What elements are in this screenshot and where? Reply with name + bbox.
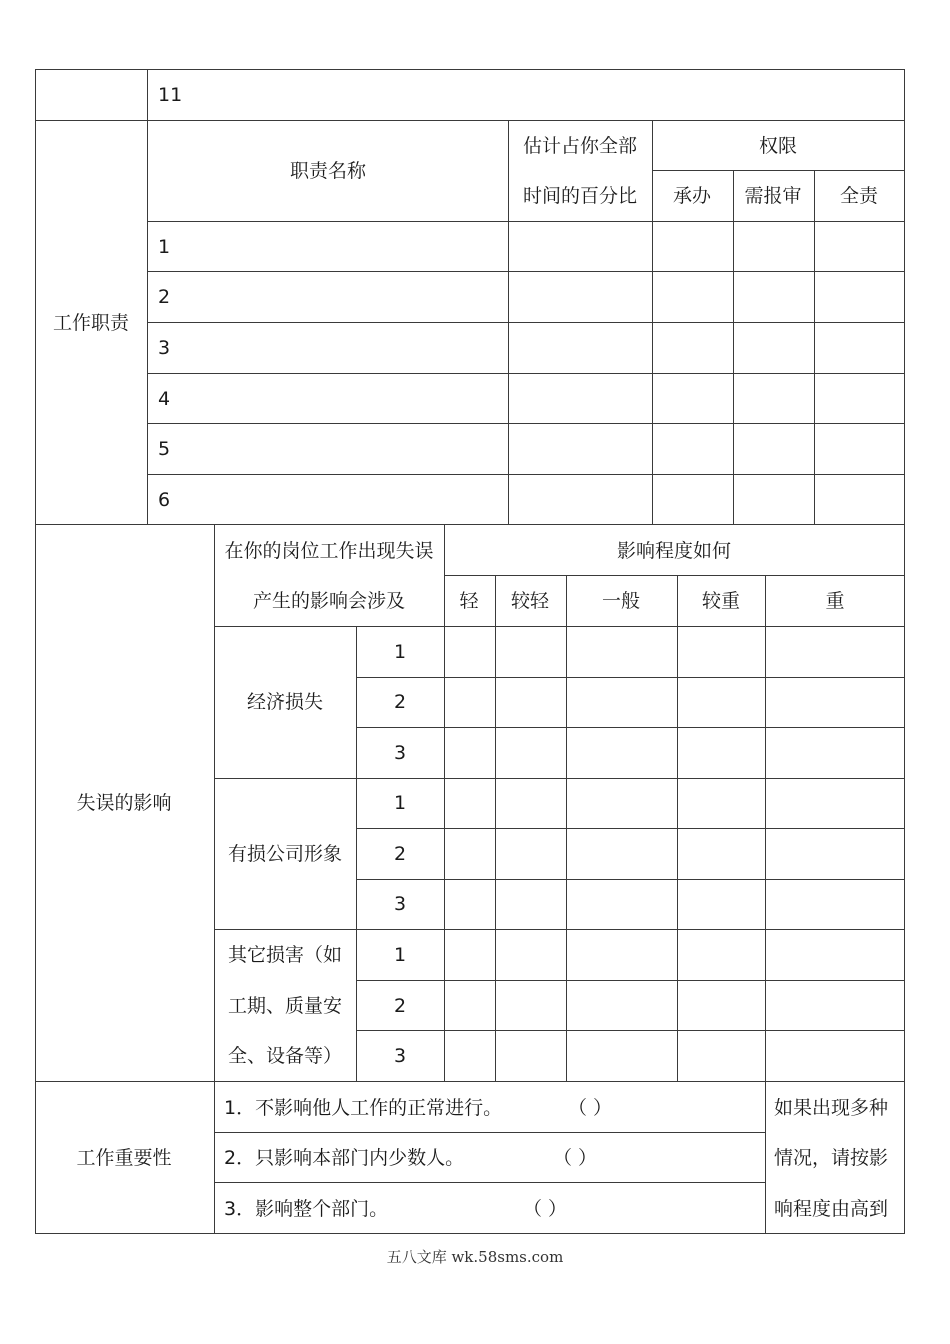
degree-col-medium: 一般 <box>601 590 641 612</box>
importance-note-line: 情况，请按影 <box>774 1147 889 1169</box>
grid-line <box>495 575 496 1082</box>
degree-col-heavier: 较重 <box>701 590 741 612</box>
degree-col-heavy: 重 <box>825 590 845 612</box>
grid-line <box>652 120 653 525</box>
duty-row-number: 4 <box>158 388 171 410</box>
duty-row-number: 3 <box>158 337 171 359</box>
grid-line <box>35 120 905 121</box>
group-label-company-image: 有损公司形象 <box>227 843 343 865</box>
duties-label: 工作职责 <box>52 312 130 334</box>
top-row-value: 11 <box>158 84 183 106</box>
grid-line <box>148 373 905 374</box>
grid-line <box>356 677 905 678</box>
grid-line <box>148 474 905 475</box>
grid-line <box>214 524 215 1234</box>
grid-line <box>444 524 445 1082</box>
importance-option-bracket[interactable]: （ ） <box>568 1097 613 1119</box>
grid-line <box>677 575 678 1082</box>
grid-line <box>508 120 509 525</box>
group-item-number: 2 <box>393 995 407 1017</box>
group-item-number: 1 <box>393 944 407 966</box>
authority-col-full: 全责 <box>839 185 879 207</box>
authority-col-undertake: 承办 <box>672 185 712 207</box>
grid-line <box>214 929 905 930</box>
grid-line <box>214 1132 765 1133</box>
grid-line <box>652 170 905 171</box>
group-label-other-damage: 其它损害（如 <box>228 944 343 966</box>
importance-option-bracket[interactable]: （ ） <box>553 1147 598 1169</box>
importance-note-line: 响程度由高到 <box>774 1198 889 1220</box>
grid-line <box>35 1233 905 1234</box>
grid-line <box>148 221 905 222</box>
group-item-number: 3 <box>393 742 407 764</box>
group-item-number: 2 <box>393 843 407 865</box>
duty-name-header: 职责名称 <box>289 160 367 182</box>
group-item-number: 3 <box>393 893 407 915</box>
grid-line <box>566 575 567 1082</box>
grid-line <box>214 1182 765 1183</box>
grid-line <box>356 626 357 1082</box>
duty-row-number: 2 <box>158 286 171 308</box>
duty-row-number: 5 <box>158 438 171 460</box>
percent-header-line1: 估计占你全部 <box>522 135 638 157</box>
importance-option-text: 3．影响整个部门。 <box>224 1198 389 1220</box>
grid-line <box>214 626 905 627</box>
group-label-economic-loss: 经济损失 <box>246 691 324 713</box>
group-label-other-damage: 工期、质量安 <box>228 995 343 1017</box>
grid-line <box>904 69 905 1234</box>
grid-line <box>148 423 905 424</box>
grid-line <box>214 778 905 779</box>
grid-line <box>356 1030 905 1031</box>
grid-line <box>35 1081 905 1082</box>
degree-header: 影响程度如何 <box>616 540 732 562</box>
group-item-number: 3 <box>393 1045 407 1067</box>
grid-line <box>356 980 905 981</box>
importance-option-text: 2．只影响本部门内少数人。 <box>224 1147 465 1169</box>
authority-header: 权限 <box>758 135 798 157</box>
grid-line <box>356 828 905 829</box>
grid-line <box>733 170 734 525</box>
grid-line <box>35 524 905 525</box>
grid-line <box>444 575 905 576</box>
grid-line <box>148 322 905 323</box>
importance-label: 工作重要性 <box>76 1147 172 1169</box>
scope-header-line1: 在你的岗位工作出现失误 <box>224 540 434 562</box>
grid-line <box>814 170 815 525</box>
authority-col-review: 需报审 <box>744 185 802 207</box>
percent-header-line2: 时间的百分比 <box>522 185 638 207</box>
footer-watermark: 五八文库 wk.58sms.com <box>386 1248 564 1266</box>
grid-line <box>356 727 905 728</box>
grid-line <box>148 271 905 272</box>
grid-line <box>35 69 36 1234</box>
duty-row-number: 1 <box>158 236 171 258</box>
degree-col-light: 轻 <box>459 590 479 612</box>
grid-line <box>35 69 905 70</box>
degree-col-lighter: 较轻 <box>510 590 550 612</box>
group-item-number: 1 <box>393 792 407 814</box>
importance-note-line: 如果出现多种 <box>774 1097 889 1119</box>
importance-option-bracket[interactable]: （ ） <box>523 1198 568 1220</box>
importance-option-text: 1．不影响他人工作的正常进行。 <box>224 1097 503 1119</box>
duty-row-number: 6 <box>158 489 171 511</box>
grid-line <box>356 879 905 880</box>
group-label-other-damage: 全、设备等） <box>228 1045 343 1067</box>
grid-line <box>765 575 766 1234</box>
group-item-number: 1 <box>393 641 407 663</box>
group-item-number: 2 <box>393 691 407 713</box>
errors-label: 失误的影响 <box>76 792 172 814</box>
grid-line <box>147 69 148 525</box>
scope-header-line2: 产生的影响会涉及 <box>252 590 406 612</box>
